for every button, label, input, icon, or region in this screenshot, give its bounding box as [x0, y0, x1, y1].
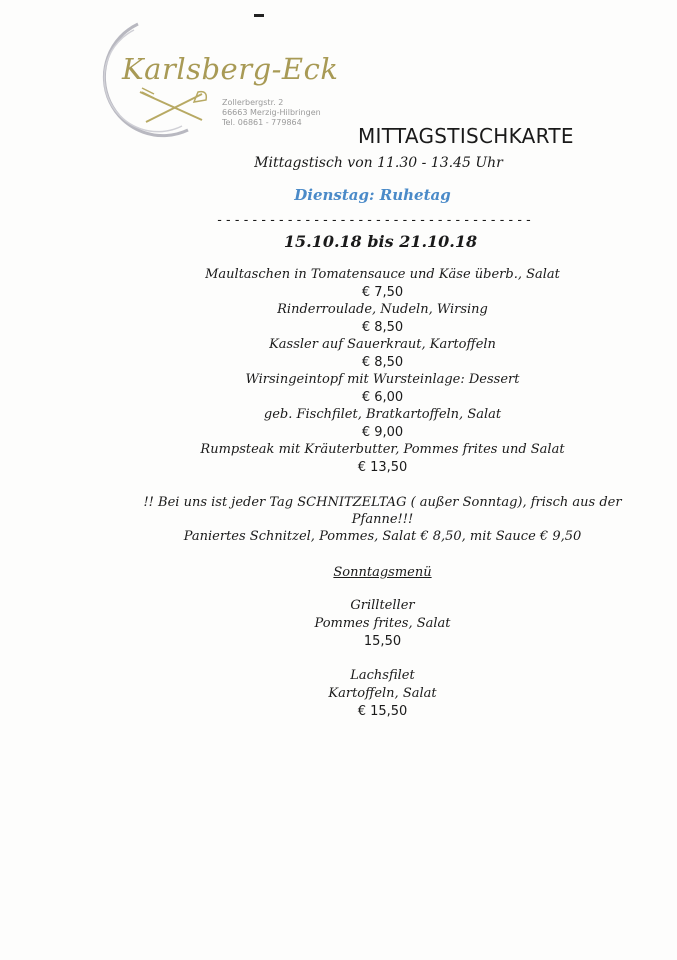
- schnitzel-notice: !! Bei uns ist jeder Tag SCHNITZELTAG ( außer Sonntag), frisch aus der: [143, 495, 622, 510]
- date-range: 15.10.18 bis 21.10.18: [283, 232, 478, 251]
- sunday-dish-price: 15,50: [363, 634, 402, 649]
- dish-price: € 8,50: [361, 320, 404, 335]
- logo-address-line: Tel. 06861 - 779864: [222, 118, 302, 127]
- dish-name: Rumpsteak mit Kräuterbutter, Pommes frites und Salat: [200, 442, 565, 457]
- sunday-dish-sides: Pommes frites, Salat: [314, 616, 451, 631]
- sunday-dish-name: Lachsfilet: [350, 668, 415, 683]
- page-title: MITTAGSTISCHKARTE: [358, 124, 574, 148]
- logo-address-line: Zollerbergstr. 2: [222, 98, 284, 107]
- dish-price: € 9,00: [361, 425, 404, 440]
- restaurant-logo: [70, 12, 339, 142]
- logo-address-line: 66663 Merzig-Hilbringen: [222, 108, 321, 117]
- schnitzel-offer: Paniertes Schnitzel, Pommes, Salat € 8,50, mit Sauce € 9,50: [183, 529, 582, 544]
- sunday-menu-title: Sonntagsmenü: [333, 565, 432, 580]
- dish-price: € 13,50: [357, 460, 408, 475]
- sunday-dish-price: € 15,50: [357, 704, 408, 719]
- dish-name: Maultaschen in Tomatensauce und Käse überb., Salat: [205, 267, 560, 282]
- dish-name: geb. Fischfilet, Bratkartoffeln, Salat: [263, 407, 502, 422]
- sunday-dish-sides: Kartoffeln, Salat: [328, 686, 437, 701]
- dish-price: € 6,00: [361, 390, 404, 405]
- closed-day-note: Dienstag: Ruhetag: [294, 186, 451, 204]
- dish-name: Kassler auf Sauerkraut, Kartoffeln: [269, 337, 496, 352]
- schnitzel-notice: Pfanne!!!: [351, 512, 414, 527]
- opening-hours: Mittagstisch von 11.30 - 13.45 Uhr: [254, 155, 503, 171]
- divider: ------------------------------------: [215, 213, 534, 228]
- dish-name: Wirsingeintopf mit Wursteinlage: Dessert: [245, 372, 520, 387]
- dish-price: € 8,50: [361, 355, 404, 370]
- sunday-dish-name: Grillteller: [350, 598, 415, 613]
- dish-price: € 7,50: [361, 285, 404, 300]
- logo-name: Karlsberg-Eck: [122, 52, 339, 86]
- dish-name: Rinderroulade, Nudeln, Wirsing: [277, 302, 488, 317]
